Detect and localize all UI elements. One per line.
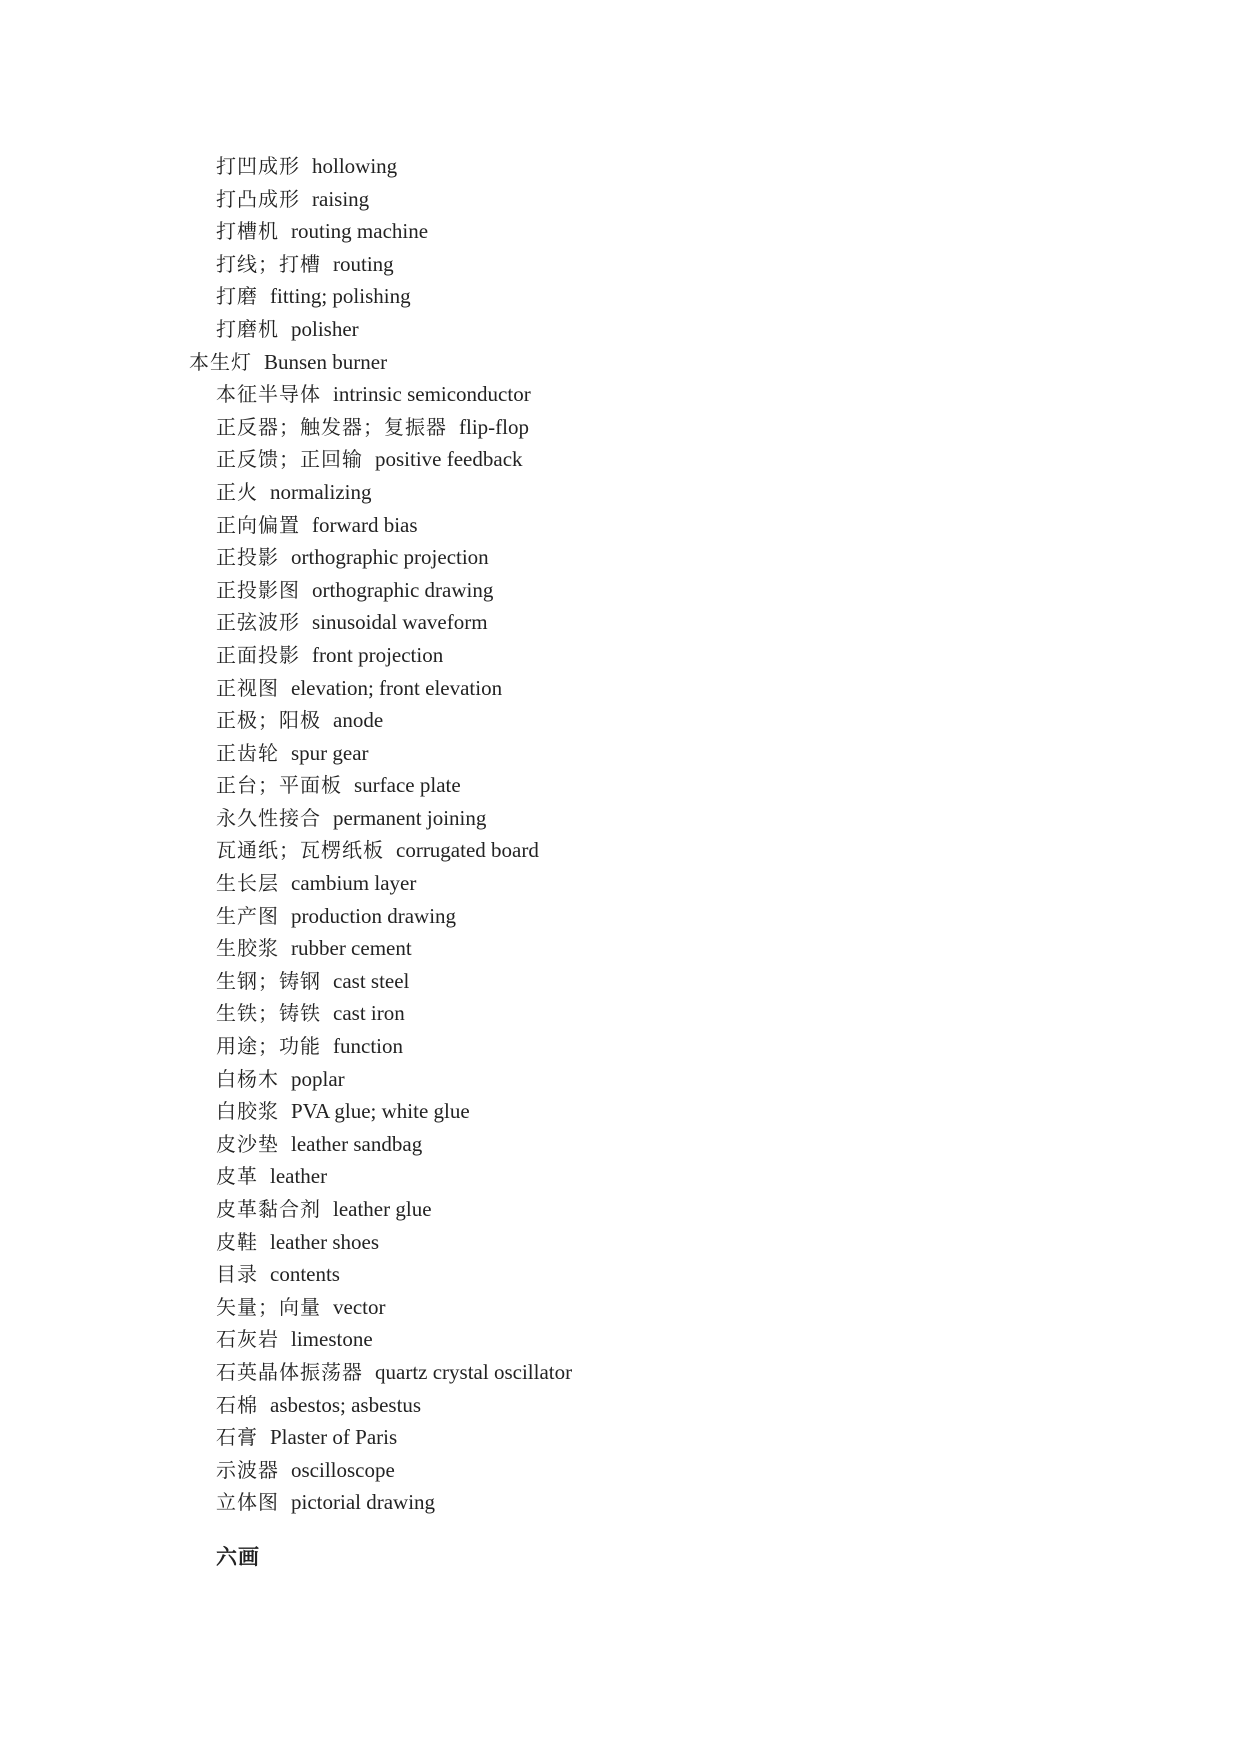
chinese-term: 打磨 bbox=[216, 284, 258, 309]
chinese-term: 生钢；铸钢 bbox=[216, 968, 321, 993]
english-term: sinusoidal waveform bbox=[312, 610, 488, 635]
chinese-term: 正面投影 bbox=[216, 642, 300, 667]
glossary-entry bbox=[0, 1421, 1241, 1454]
glossary-entry bbox=[0, 411, 1241, 444]
glossary-entry bbox=[0, 1486, 1241, 1519]
chinese-term: 石英晶体振荡器 bbox=[216, 1359, 363, 1384]
glossary-entry bbox=[0, 378, 1241, 411]
chinese-term: 打线；打槽 bbox=[216, 251, 321, 276]
glossary-entry bbox=[0, 248, 1241, 281]
glossary-entry bbox=[0, 737, 1241, 770]
glossary-entry bbox=[0, 313, 1241, 346]
chinese-term: 生胶浆 bbox=[216, 936, 279, 961]
chinese-term: 正向偏置 bbox=[216, 512, 300, 537]
chinese-term: 正反器；触发器；复振器 bbox=[216, 414, 447, 439]
glossary-entry bbox=[0, 867, 1241, 900]
english-term: orthographic projection bbox=[291, 545, 489, 570]
glossary-entry bbox=[0, 1128, 1241, 1161]
english-term: cast iron bbox=[333, 1001, 405, 1026]
glossary-entry bbox=[0, 1095, 1241, 1128]
english-term: leather bbox=[270, 1164, 328, 1189]
glossary-entry bbox=[0, 1258, 1241, 1291]
chinese-term: 打磨机 bbox=[216, 316, 279, 341]
glossary-entry bbox=[0, 280, 1241, 313]
glossary-entry bbox=[0, 1160, 1241, 1193]
glossary-entry bbox=[0, 541, 1241, 574]
chinese-term: 正极；阳极 bbox=[216, 708, 321, 733]
english-term: routing bbox=[333, 251, 394, 276]
glossary-entry bbox=[0, 1389, 1241, 1422]
chinese-term: 白杨木 bbox=[216, 1066, 279, 1091]
english-term: front projection bbox=[312, 642, 444, 667]
chinese-term: 石灰岩 bbox=[216, 1327, 279, 1352]
chinese-term: 白胶浆 bbox=[216, 1099, 279, 1124]
glossary-entry bbox=[0, 1193, 1241, 1226]
english-term: fitting; polishing bbox=[270, 284, 411, 309]
glossary-entry bbox=[0, 1454, 1241, 1487]
chinese-term: 本征半导体 bbox=[216, 382, 321, 407]
glossary-entry bbox=[0, 606, 1241, 639]
glossary-entry bbox=[0, 639, 1241, 672]
chinese-term: 皮革 bbox=[216, 1164, 258, 1189]
english-term: cambium layer bbox=[291, 871, 417, 896]
chinese-term: 正视图 bbox=[216, 675, 279, 700]
chinese-term: 瓦通纸；瓦楞纸板 bbox=[216, 838, 384, 863]
english-term: flip-flop bbox=[459, 414, 529, 439]
chinese-term: 正投影 bbox=[216, 545, 279, 570]
glossary-entry bbox=[0, 672, 1241, 705]
chinese-term: 立体图 bbox=[216, 1490, 279, 1515]
english-term: leather shoes bbox=[270, 1229, 380, 1254]
glossary-entry bbox=[0, 1356, 1241, 1389]
chinese-term: 皮沙垫 bbox=[216, 1131, 279, 1156]
english-term: positive feedback bbox=[375, 447, 523, 472]
chinese-term: 本生灯 bbox=[189, 349, 252, 374]
english-term: permanent joining bbox=[333, 805, 487, 830]
english-term: orthographic drawing bbox=[312, 577, 494, 602]
chinese-term: 正齿轮 bbox=[216, 740, 279, 765]
english-term: function bbox=[333, 1034, 403, 1059]
english-term: vector bbox=[333, 1294, 386, 1319]
english-term: pictorial drawing bbox=[291, 1490, 436, 1515]
chinese-term: 石膏 bbox=[216, 1425, 258, 1450]
english-term: limestone bbox=[291, 1327, 373, 1352]
chinese-term: 正反馈；正回输 bbox=[216, 447, 363, 472]
chinese-term: 生长层 bbox=[216, 871, 279, 896]
chinese-term: 打槽机 bbox=[216, 219, 279, 244]
chinese-term: 目录 bbox=[216, 1262, 258, 1287]
chinese-term: 生铁；铸铁 bbox=[216, 1001, 321, 1026]
english-term: quartz crystal oscillator bbox=[375, 1359, 573, 1384]
glossary-entry bbox=[0, 997, 1241, 1030]
english-term: asbestos; asbestus bbox=[270, 1392, 422, 1417]
glossary-entry bbox=[0, 1291, 1241, 1324]
glossary-entry bbox=[0, 834, 1241, 867]
glossary-entry bbox=[0, 215, 1241, 248]
english-term: leather sandbag bbox=[291, 1131, 423, 1156]
glossary-entry bbox=[0, 183, 1241, 216]
chinese-term: 正台；平面板 bbox=[216, 773, 342, 798]
chinese-term: 永久性接合 bbox=[216, 805, 321, 830]
english-term: corrugated board bbox=[396, 838, 539, 863]
english-term: raising bbox=[312, 186, 370, 211]
english-term: normalizing bbox=[270, 479, 372, 504]
english-term: polisher bbox=[291, 316, 359, 341]
chinese-term: 石棉 bbox=[216, 1392, 258, 1417]
chinese-term: 正弦波形 bbox=[216, 610, 300, 635]
glossary-entry bbox=[0, 932, 1241, 965]
english-term: cast steel bbox=[333, 968, 410, 993]
glossary-entry bbox=[0, 1063, 1241, 1096]
glossary-entry bbox=[0, 1030, 1241, 1063]
english-term: leather glue bbox=[333, 1197, 432, 1221]
english-term: production drawing bbox=[291, 903, 457, 928]
glossary-entry bbox=[0, 443, 1241, 476]
english-term: intrinsic semiconductor bbox=[333, 382, 531, 407]
chinese-term: 生产图 bbox=[216, 903, 279, 928]
glossary-entry bbox=[0, 900, 1241, 933]
chinese-term: 矢量；向量 bbox=[216, 1294, 321, 1319]
section-heading: 六画 bbox=[216, 1545, 260, 1569]
english-term: poplar bbox=[291, 1066, 345, 1091]
chinese-term: 皮革黏合剂 bbox=[216, 1197, 321, 1221]
glossary-entry bbox=[0, 704, 1241, 737]
glossary-entry bbox=[0, 509, 1241, 542]
english-term: anode bbox=[333, 708, 384, 733]
glossary-entry bbox=[0, 574, 1241, 607]
glossary-entry bbox=[0, 1226, 1241, 1259]
english-term: surface plate bbox=[354, 773, 461, 798]
english-term: elevation; front elevation bbox=[291, 675, 503, 700]
chinese-term: 皮鞋 bbox=[216, 1229, 258, 1254]
english-term: hollowing bbox=[312, 154, 398, 178]
glossary-entry bbox=[0, 346, 1241, 379]
chinese-term: 打凹成形 bbox=[216, 154, 300, 178]
english-term: rubber cement bbox=[291, 936, 412, 961]
english-term: oscilloscope bbox=[291, 1457, 395, 1482]
english-term: spur gear bbox=[291, 740, 369, 765]
glossary-entry bbox=[0, 965, 1241, 998]
chinese-term: 正火 bbox=[216, 479, 258, 504]
chinese-term: 打凸成形 bbox=[216, 186, 300, 211]
glossary-entry bbox=[0, 802, 1241, 835]
glossary-list bbox=[0, 150, 1241, 1519]
english-term: PVA glue; white glue bbox=[291, 1099, 470, 1124]
english-term: routing machine bbox=[291, 219, 429, 244]
chinese-term: 用途；功能 bbox=[216, 1034, 321, 1059]
english-term: Bunsen burner bbox=[264, 349, 388, 374]
glossary-entry bbox=[0, 476, 1241, 509]
glossary-entry bbox=[0, 150, 1241, 183]
chinese-term: 正投影图 bbox=[216, 577, 300, 602]
english-term: Plaster of Paris bbox=[270, 1425, 398, 1450]
glossary-entry bbox=[0, 769, 1241, 802]
english-term: contents bbox=[270, 1262, 340, 1287]
english-term: forward bias bbox=[312, 512, 418, 537]
chinese-term: 示波器 bbox=[216, 1457, 279, 1482]
glossary-entry bbox=[0, 1323, 1241, 1356]
